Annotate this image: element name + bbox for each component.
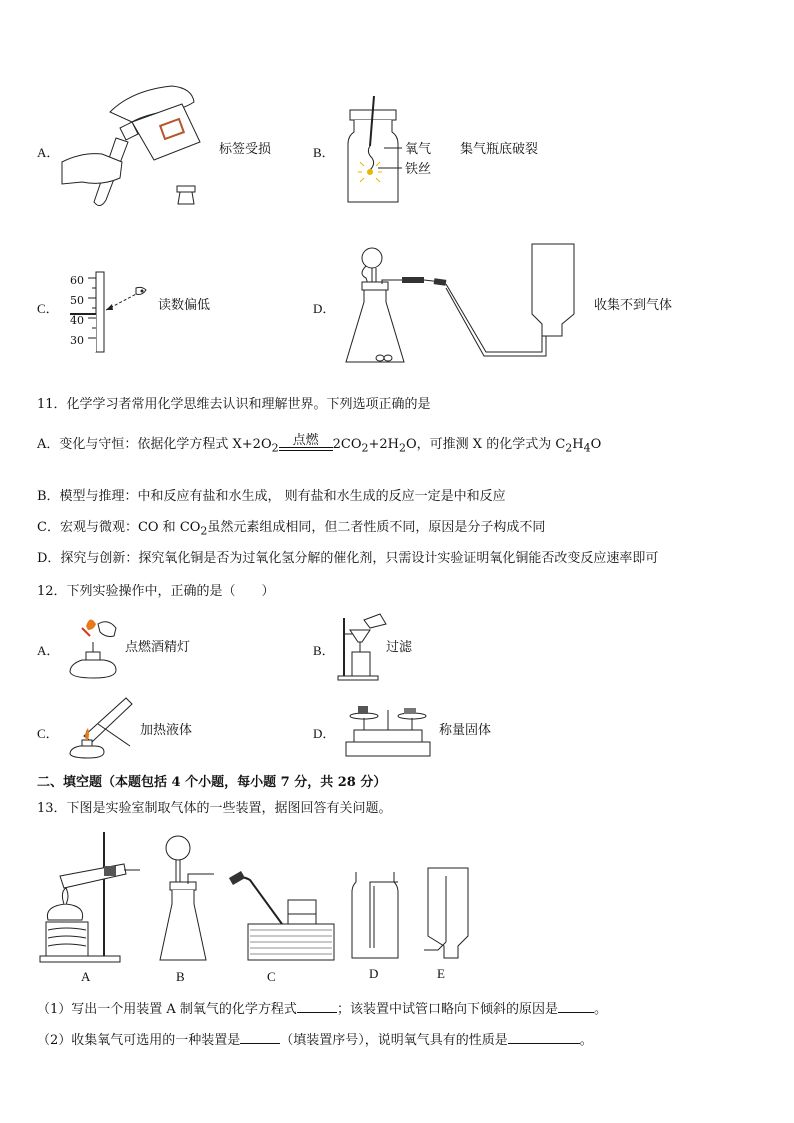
q12-option-d-caption: 称量固体 (439, 723, 492, 738)
q12-option-c-letter: C． (37, 726, 59, 741)
apparatus-label-e: E (437, 966, 445, 981)
q10-option-d-letter: D． (313, 301, 336, 316)
q12-option-b-letter: B． (313, 643, 335, 658)
q10-option-c-tick-60: 60 (70, 274, 84, 287)
q12-option-a-letter: A． (37, 643, 60, 658)
apparatus-d-upward-air (350, 868, 404, 960)
answer-blank-1[interactable] (297, 1000, 337, 1013)
gas-jar-iron-wire-illustration (344, 96, 404, 206)
q10-option-b-caption: 集气瓶底破裂 (460, 142, 539, 157)
q11-option-a: A．变化与守恒：依据化学方程式 $X+2O_2$ 点燃 $2CO_2+2H_2O$，可推测 X 的化学式为 $C_2H_4O$ (37, 432, 602, 455)
q13-stem: 13．下图是实验室制取气体的一些装置，据图回答有关问题。 (37, 801, 392, 816)
q12-option-d-letter: D． (313, 726, 336, 741)
q10-option-c-tick-30: 30 (70, 334, 84, 347)
pouring-liquid-illustration (62, 82, 212, 212)
q13-part-1: （1）写出一个用装置 A 制氧气的化学方程式 ；该装置中试管口略向下倾斜的原因是 。 (37, 1002, 607, 1017)
q12-option-b-caption: 过滤 (386, 640, 413, 655)
q10-option-c-tick-40: 40 (70, 314, 84, 327)
q13-part-2: （2）收集氧气可选用的一种装置是 （填装置序号），说明氧气具有的性质是 。 (37, 1033, 593, 1048)
apparatus-c-water-trough (228, 866, 340, 964)
q11-option-c: C．宏观与微观：CO 和 $CO_2$虽然元素组成相同，但二者性质不同，原因是分子构成不同 (37, 520, 546, 538)
apparatus-b-conical-flask (158, 834, 222, 964)
q10-option-c-tick-50: 50 (70, 294, 84, 307)
apparatus-label-c: C (267, 969, 276, 984)
section-2-title: 二、填空题（本题包括 4 个小题，每小题 7 分，共 28 分） (37, 775, 387, 790)
apparatus-label-a: A (81, 969, 91, 984)
heating-liquid-illustration (68, 696, 138, 760)
alcohol-lamp-lighting-illustration (64, 614, 124, 680)
q10-option-a-letter: A． (37, 145, 60, 160)
apparatus-e-downward-air (422, 866, 472, 960)
q10-option-b-label-iron: 铁丝 (405, 162, 432, 177)
q10-option-d-caption: 收集不到气体 (594, 298, 673, 313)
q11-option-b: B．模型与推理：中和反应有盐和水生成， 则有盐和水生成的反应一定是中和反应 (37, 489, 506, 504)
q12-option-c-caption: 加热液体 (140, 723, 193, 738)
q10-option-b-label-oxygen: 氧气 (405, 142, 432, 157)
q10-option-b-letter: B． (313, 145, 335, 160)
q12-stem: 12．下列实验操作中，正确的是（ ） (37, 584, 275, 599)
balance-weighing-illustration (340, 700, 436, 760)
apparatus-a-heating-tube (40, 830, 150, 964)
gas-generation-apparatus-illustration (342, 244, 578, 368)
q12-option-a-caption: 点燃酒精灯 (125, 640, 191, 655)
q11-option-d: D．探究与创新：探究氧化铜是否为过氧化氢分解的催化剂，只需设计实验证明氧化铜能否改变反应速率即可 (37, 551, 659, 566)
apparatus-label-d: D (369, 966, 379, 981)
q10-option-a-caption: 标签受损 (219, 142, 272, 157)
apparatus-label-b: B (176, 969, 185, 984)
reaction-condition: 点燃 (279, 447, 333, 457)
answer-blank-2[interactable] (558, 1000, 594, 1013)
q10-option-c-caption: 读数偏低 (158, 298, 211, 313)
answer-blank-4[interactable] (508, 1031, 580, 1044)
q10-option-c-letter: C． (37, 301, 59, 316)
q11-stem: 11．化学学习者常用化学思维去认识和理解世界。下列选项正确的是 (37, 397, 431, 412)
answer-blank-3[interactable] (240, 1031, 280, 1044)
